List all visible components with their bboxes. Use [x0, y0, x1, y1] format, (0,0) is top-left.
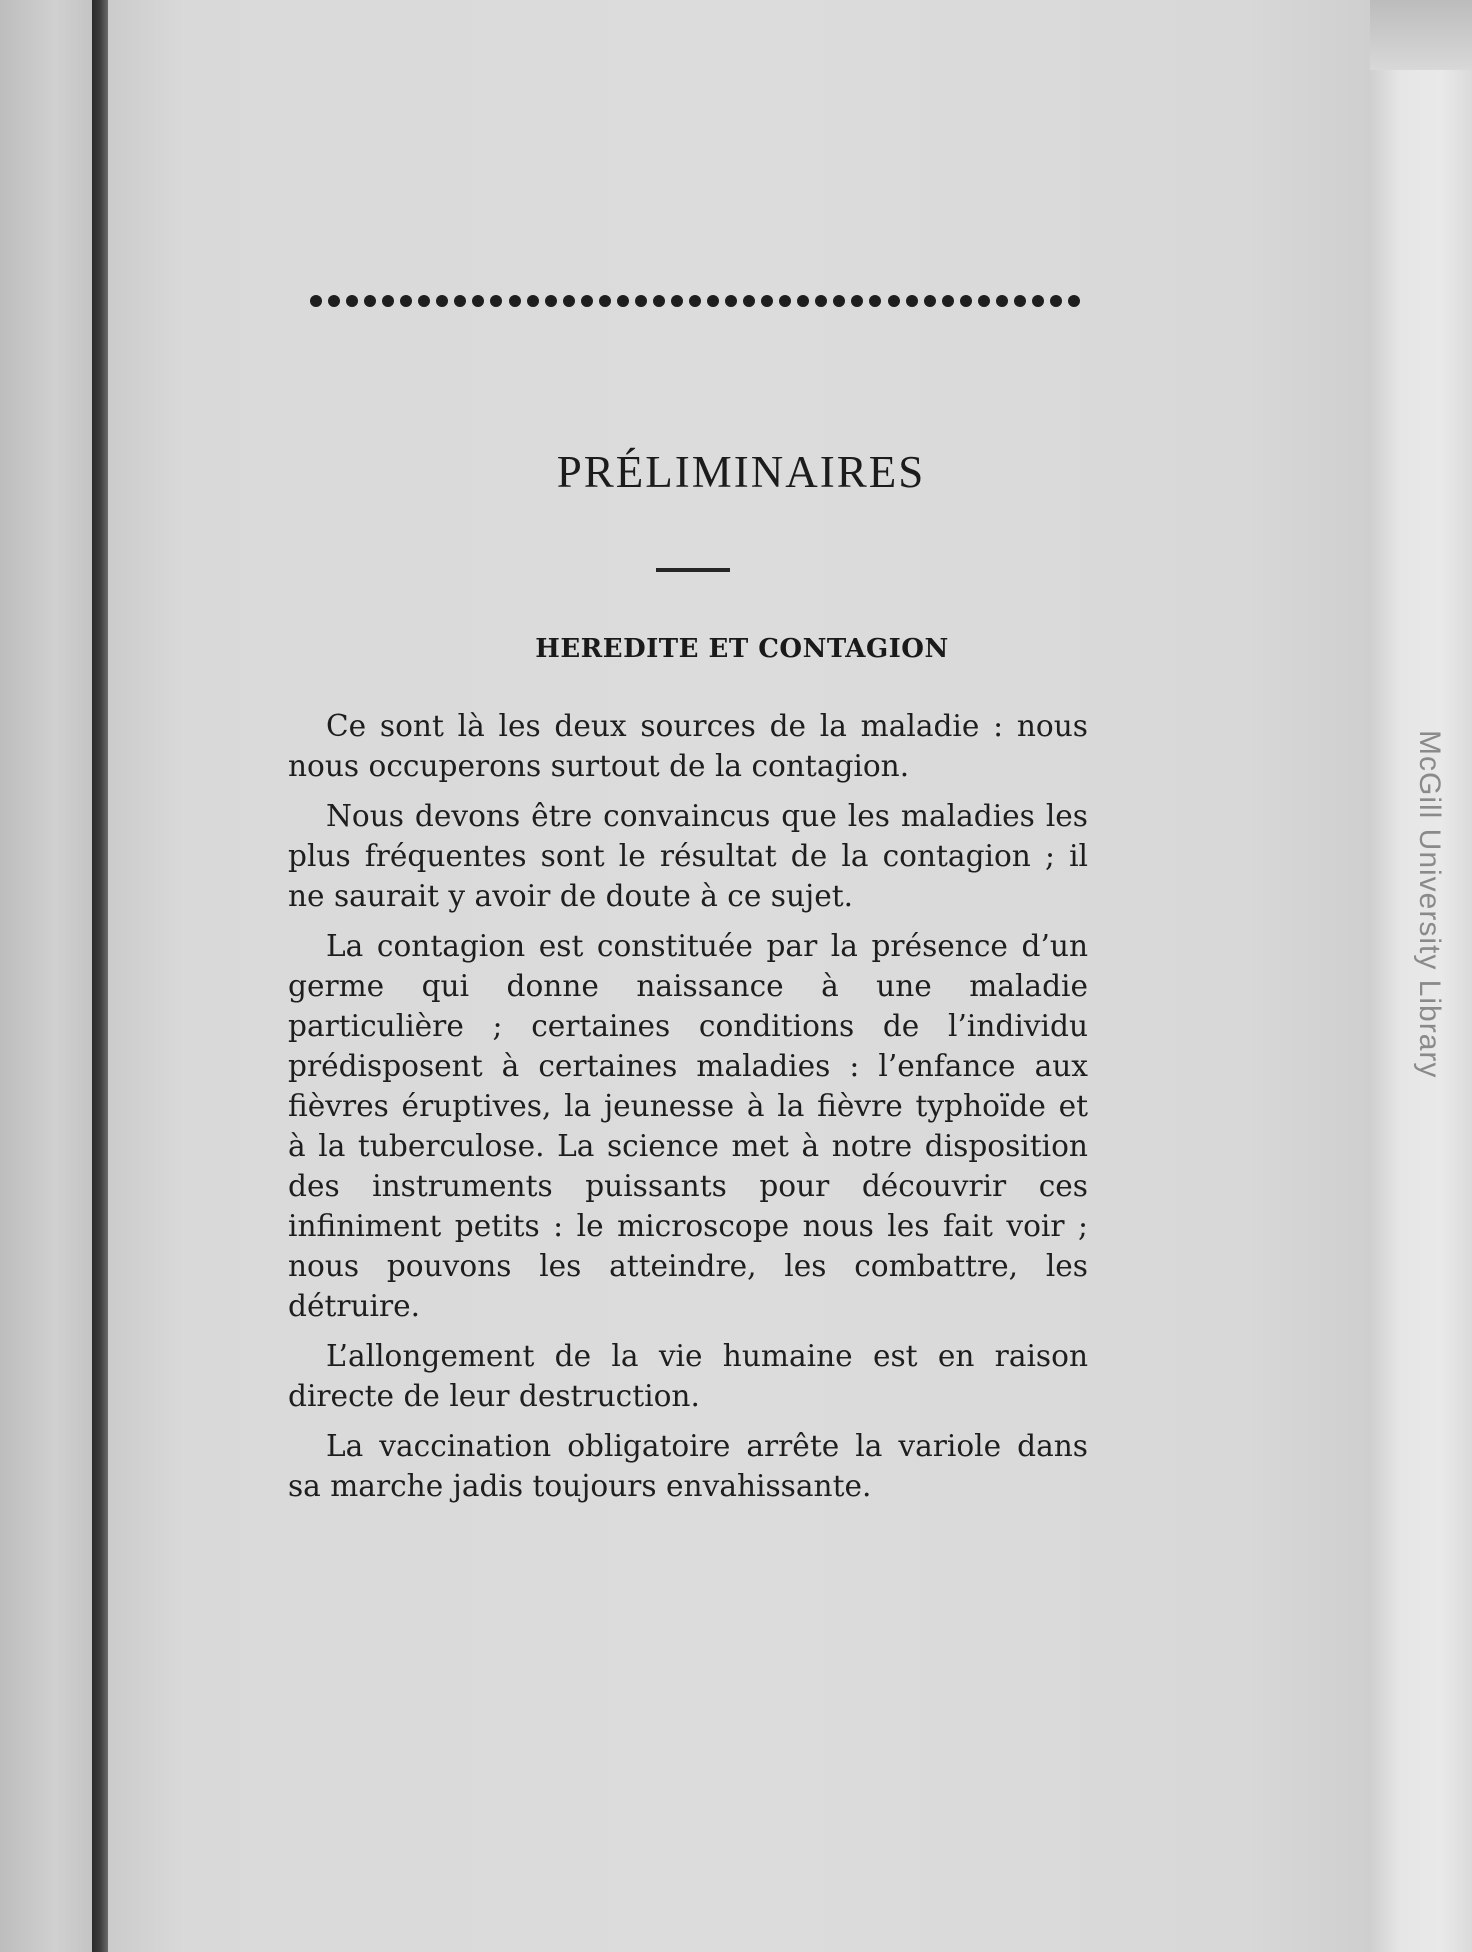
- body-text: [288, 706, 1088, 1516]
- ornament-dot: [743, 295, 755, 307]
- paragraph: L’allongement de la vie humaine est en raison directe de leur destruction.: [288, 1339, 1088, 1413]
- ornament-dot: [960, 295, 972, 307]
- ornament-dot: [400, 295, 412, 307]
- ornament-dot: [653, 295, 665, 307]
- dotted-ornament: [310, 284, 1080, 318]
- ornament-dot: [888, 295, 900, 307]
- ornament-dot: [1014, 295, 1026, 307]
- ornament-dot: [1050, 295, 1062, 307]
- ornament-dot: [851, 295, 863, 307]
- ornament-dot: [527, 295, 539, 307]
- ornament-dot: [328, 295, 340, 307]
- paragraph: La vaccination obligatoire arrête la variole dans sa marche jadis toujours envahissante.: [288, 1429, 1088, 1503]
- ornament-dot: [779, 295, 791, 307]
- ornament-dot: [563, 295, 575, 307]
- section-heading: HEREDITE ET CONTAGION: [535, 634, 949, 664]
- ornament-dot: [581, 295, 593, 307]
- ornament-dot: [310, 295, 322, 307]
- ornament-dot: [707, 295, 719, 307]
- ornament-dot: [1068, 295, 1080, 307]
- ornament-dot: [545, 295, 557, 307]
- ornament-dot: [924, 295, 936, 307]
- ornament-dot: [671, 295, 683, 307]
- paragraph: Nous devons être convaincus que les maladies les plus fréquentes sont le résultat de la contagion ; il ne saurait y avoir de doute à ce sujet.: [288, 799, 1088, 913]
- ornament-dot: [436, 295, 448, 307]
- ornament-dot: [635, 295, 647, 307]
- ornament-dot: [942, 295, 954, 307]
- ornament-dot: [761, 295, 773, 307]
- ornament-dot: [815, 295, 827, 307]
- paragraph: La contagion est constituée par la présence d’un germe qui donne naissance à une maladie particulière ; certaines conditions de l’individu prédisposent à certaines maladies : l’enfance aux fièvres éruptives, la jeunesse à la fièvre typhoïde et à la tuberculose. La science met à notre disposition des instruments puissants pour découvrir ces infiniment petits : le microscope nous les fait voir ; nous pouvons les atteindre, les combattre, les détruire.: [288, 929, 1088, 1323]
- ornament-dot: [509, 295, 521, 307]
- ornament-dot: [418, 295, 430, 307]
- paragraph: Ce sont là les deux sources de la maladie : nous nous occuperons surtout de la contagion.: [288, 709, 1088, 783]
- ornament-dot: [382, 295, 394, 307]
- page-fore-edge-shadow: [1370, 0, 1472, 70]
- title-rule: [656, 568, 730, 572]
- ornament-dot: [869, 295, 881, 307]
- ornament-dot: [1032, 295, 1044, 307]
- ornament-dot: [689, 295, 701, 307]
- ornament-dot: [797, 295, 809, 307]
- ornament-dot: [996, 295, 1008, 307]
- ornament-dot: [833, 295, 845, 307]
- ornament-dot: [725, 295, 737, 307]
- section-heading-wrap: [0, 634, 1472, 664]
- library-stamp: McGill University Library: [1413, 730, 1446, 1079]
- book-binding-edge: [92, 0, 108, 1952]
- chapter-title: PRÉLIMINAIRES: [556, 447, 926, 497]
- ornament-dot: [472, 295, 484, 307]
- ornament-dot: [906, 295, 918, 307]
- chapter-title-wrap: [0, 446, 1472, 498]
- ornament-dot: [599, 295, 611, 307]
- ornament-dot: [364, 295, 376, 307]
- ornament-dot: [490, 295, 502, 307]
- ornament-dot: [617, 295, 629, 307]
- ornament-dot: [978, 295, 990, 307]
- facing-page-edge: [0, 0, 92, 1952]
- ornament-dot: [346, 295, 358, 307]
- ornament-dot: [454, 295, 466, 307]
